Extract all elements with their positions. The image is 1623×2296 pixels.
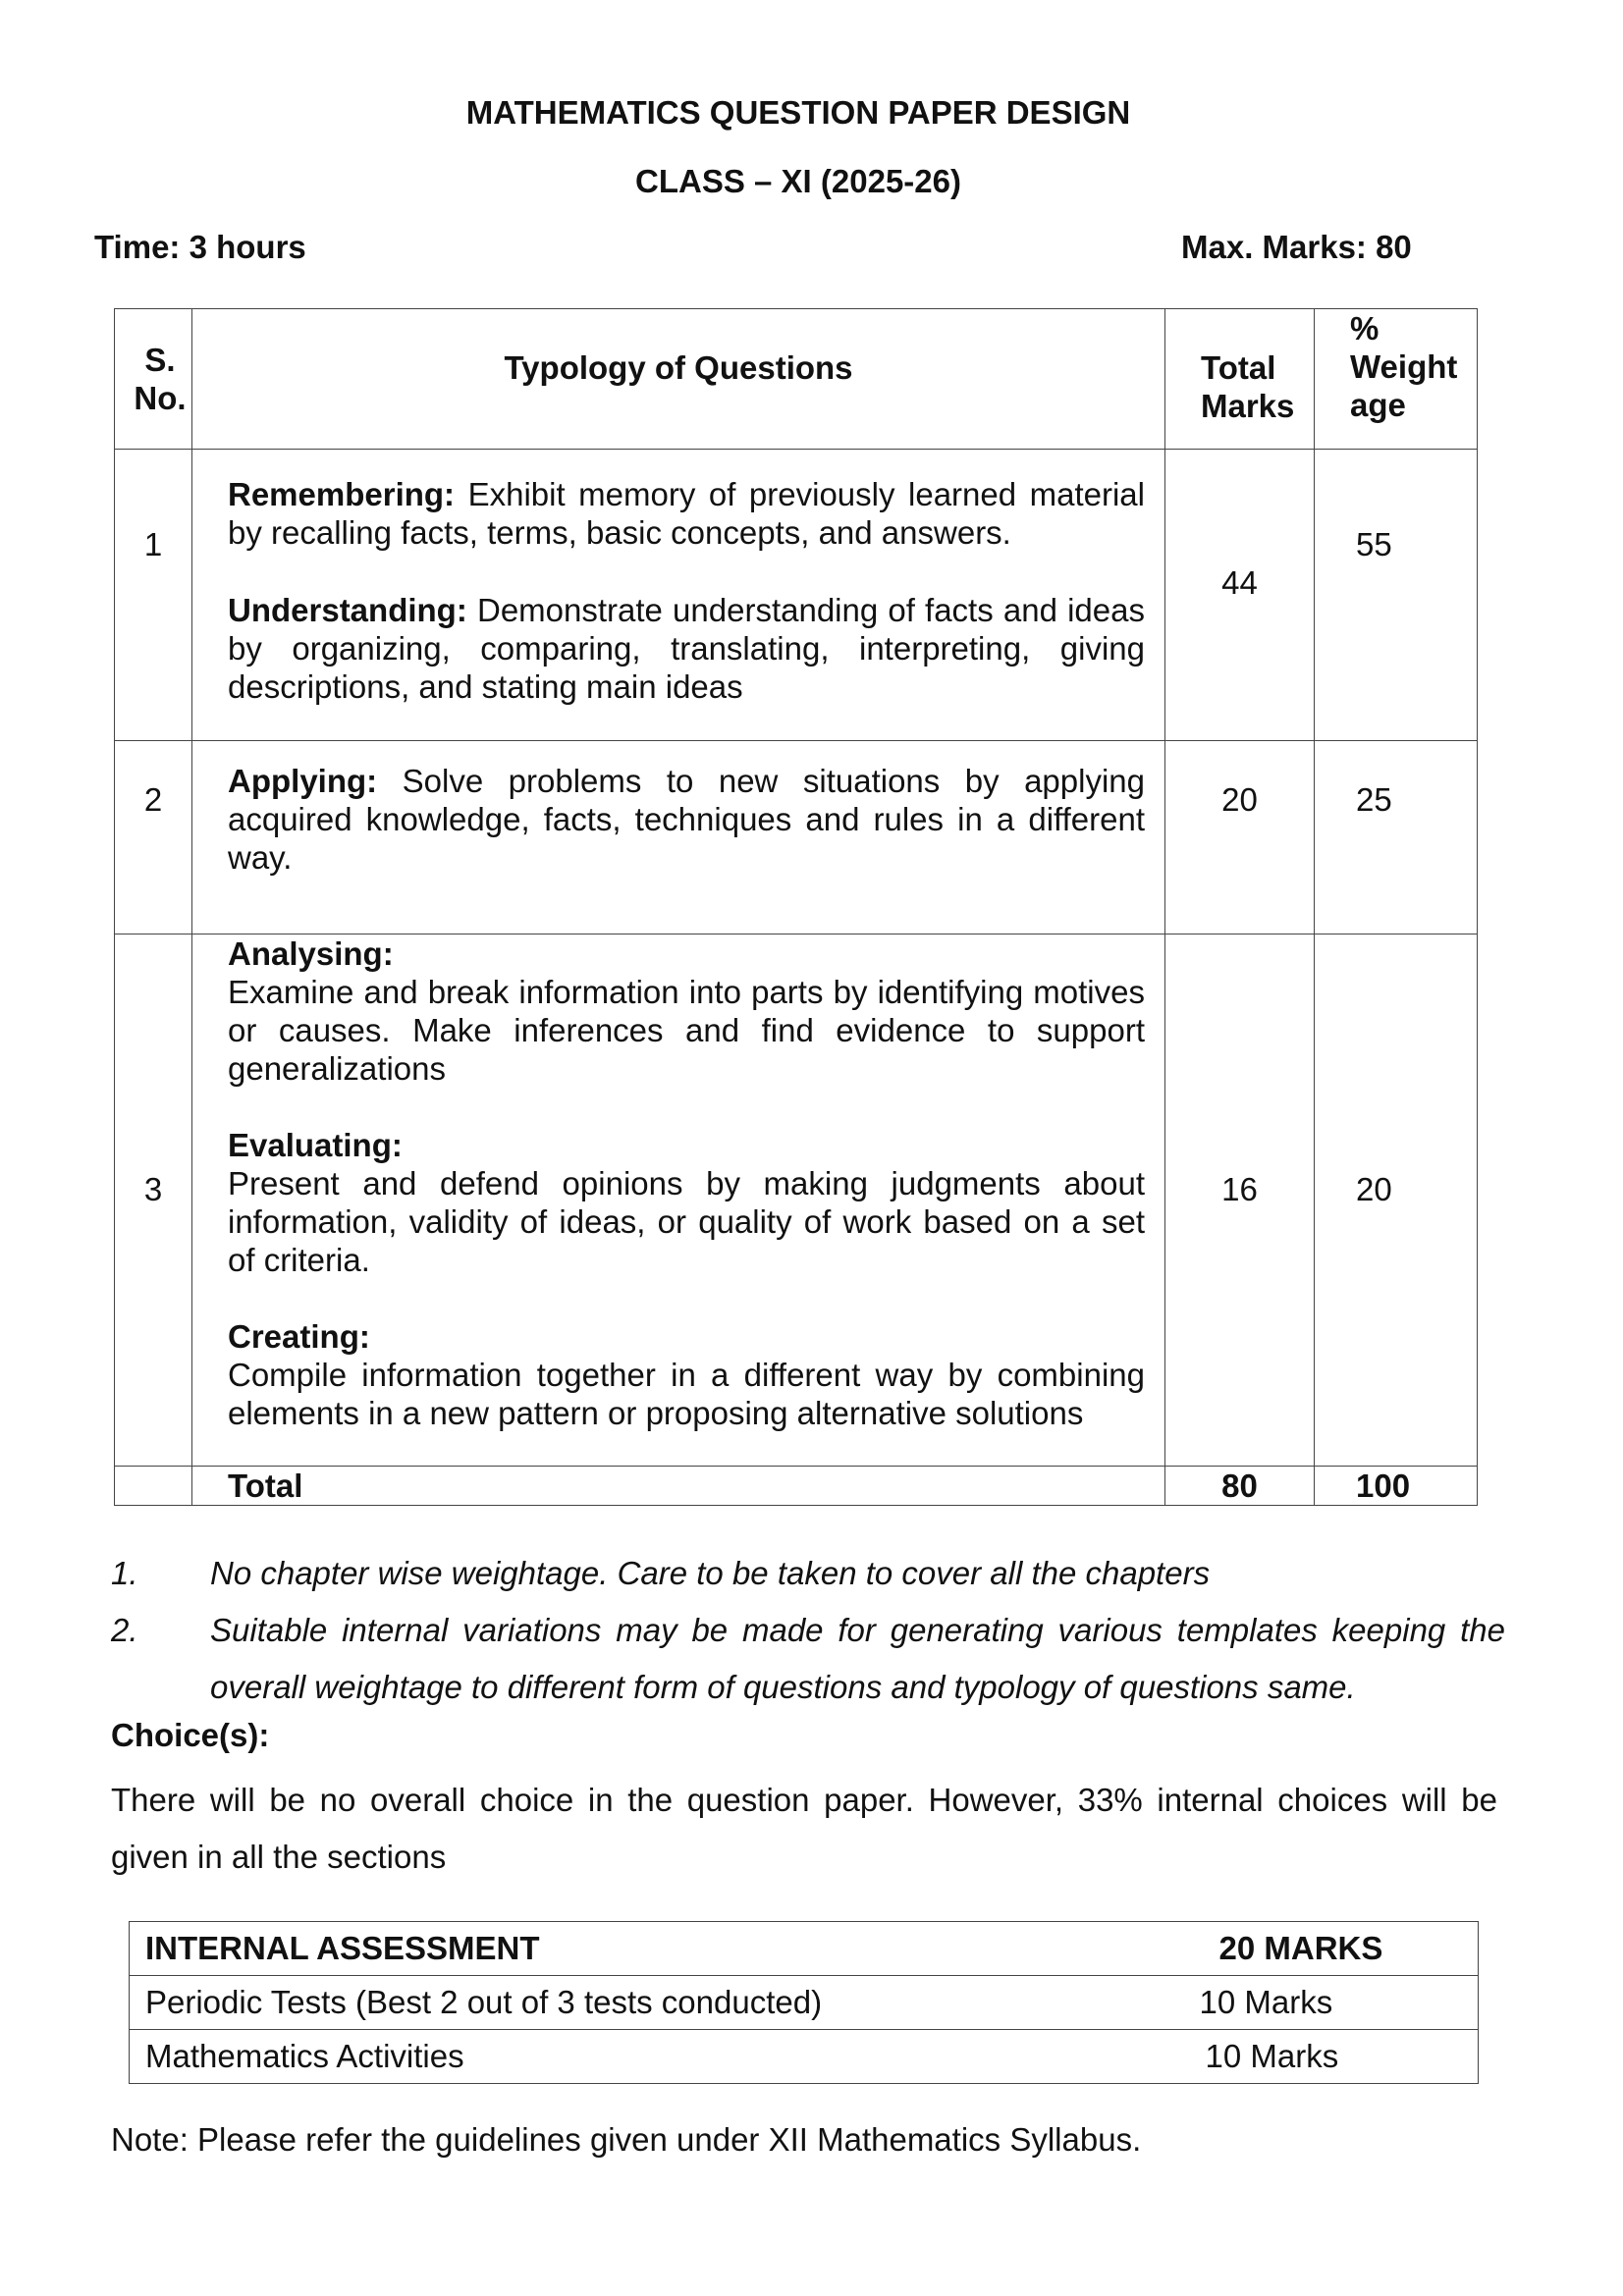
row-marks: 20: [1165, 741, 1315, 934]
header-weightage-cell: [1315, 309, 1478, 450]
row-description: [192, 450, 1165, 741]
row-sno: 3: [115, 934, 192, 1467]
table-row: [130, 1976, 1479, 2030]
note-text: Suitable internal variations may be made for generating various templates keeping the overall weightage to different form of questions and typology of questions same.: [210, 1612, 1505, 1705]
row-description: [192, 741, 1165, 934]
term-label: Understanding:: [228, 592, 467, 628]
question-design-table: [114, 308, 1478, 1506]
header-weightage-symbol: %: [1350, 310, 1380, 347]
ia-title: INTERNAL ASSESSMENT: [130, 1922, 1200, 1976]
list-item: [111, 1602, 1505, 1716]
table-header-row: [115, 309, 1478, 450]
max-marks-label: Max. Marks: 80: [1181, 229, 1412, 265]
table-row: [115, 741, 1478, 934]
total-marks: 80: [1165, 1467, 1315, 1506]
list-item: [111, 1545, 1505, 1602]
class-label: CLASS – XI (2025-26): [635, 163, 961, 199]
ia-row-marks: 10 Marks: [1200, 1976, 1479, 2030]
row-weightage: 55: [1315, 450, 1478, 741]
internal-assessment-table: [129, 1921, 1479, 2084]
ia-row-marks: 10 Marks: [1200, 2030, 1479, 2084]
table-header-row: [130, 1922, 1479, 1976]
ia-row-label: Periodic Tests (Best 2 out of 3 tests conducted): [130, 1976, 1200, 2030]
note-number: 1.: [111, 1555, 138, 1591]
term-text: Compile information together in a different way by combining elements in a new pattern or proposing alternative solutions: [228, 1357, 1145, 1431]
term-text: Demonstrate understanding of facts and ideas by organizing, comparing, translating, interpreting, giving descriptions, and stating main ideas: [228, 592, 1145, 705]
page-title: MATHEMATICS QUESTION PAPER DESIGN: [465, 94, 1131, 131]
ia-title-marks: 20 MARKS: [1200, 1922, 1479, 1976]
table-row: [115, 934, 1478, 1467]
header-total-marks: Total Marks: [1165, 309, 1315, 450]
term-text: Examine and break information into parts by identifying motives or causes. Make inferences and find evidence to support generalizations: [228, 974, 1145, 1087]
table-row: [130, 2030, 1479, 2084]
row-description: [192, 934, 1165, 1467]
term-text: Present and defend opinions by making judgments about information, validity of ideas, or quality of work based on a set of criteria.: [228, 1165, 1145, 1278]
table-row: [115, 450, 1478, 741]
row-weightage: 20: [1315, 934, 1478, 1467]
notes-list: [111, 1545, 1505, 1716]
term-text: Solve problems to new situations by applying acquired knowledge, facts, techniques and rules in a different way.: [228, 763, 1145, 876]
term-label: Applying:: [228, 763, 378, 799]
term-label: Evaluating:: [228, 1127, 403, 1163]
term-label: Remembering:: [228, 476, 456, 512]
note-number: 2.: [111, 1612, 138, 1648]
choice-heading: Choice(s):: [111, 1717, 270, 1753]
footer-note: Note: Please refer the guidelines given under XII Mathematics Syllabus.: [111, 2121, 1142, 2158]
header-typology: Typology of Questions: [192, 309, 1165, 450]
time-label: Time: 3 hours: [94, 229, 306, 265]
header-sno: S. No.: [115, 309, 192, 450]
total-weightage: 100: [1315, 1467, 1478, 1506]
table-total-row: [115, 1467, 1478, 1506]
term-label: Analysing:: [228, 935, 394, 972]
row-weightage: 25: [1315, 741, 1478, 934]
row-sno: 2: [115, 741, 192, 934]
term-text: Exhibit memory of previously learned material by recalling facts, terms, basic concepts, and answers.: [228, 476, 1145, 551]
ia-row-label: Mathematics Activities: [130, 2030, 1200, 2084]
note-text: No chapter wise weightage. Care to be taken to cover all the chapters: [210, 1555, 1211, 1591]
row-marks: 44: [1165, 450, 1315, 741]
total-label: Total: [192, 1467, 1165, 1506]
row-marks: 16: [1165, 934, 1315, 1467]
total-sno-empty: [115, 1467, 192, 1506]
choice-text: There will be no overall choice in the question paper. However, 33% internal choices will be given in all the sections: [111, 1782, 1497, 1875]
row-sno: 1: [115, 450, 192, 741]
term-label: Creating:: [228, 1318, 370, 1355]
header-weightage: Weight age: [1350, 348, 1458, 423]
